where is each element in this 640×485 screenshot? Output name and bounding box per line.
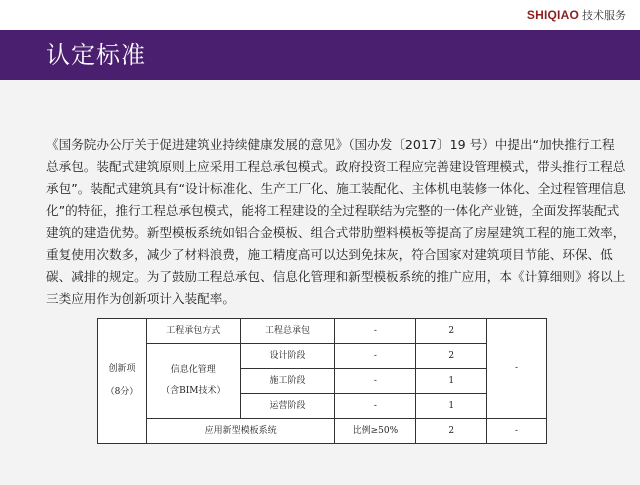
- table-row: [98, 319, 547, 344]
- ratio-cell: -: [335, 319, 416, 344]
- score-cell: 1: [416, 394, 487, 419]
- title-banner: [0, 30, 640, 80]
- score-cell: 2: [416, 419, 487, 444]
- category-score: （8分）: [105, 387, 139, 397]
- item-cell: 应用新型模板系统: [146, 419, 335, 444]
- sub-item-cell: 设计阶段: [240, 344, 335, 369]
- item-cell: 工程承包方式: [146, 319, 240, 344]
- table-row: [98, 344, 547, 369]
- top-bar: [0, 0, 640, 30]
- ratio-cell: -: [335, 394, 416, 419]
- sub-item-cell: 施工阶段: [240, 369, 335, 394]
- criteria-table: [97, 318, 547, 444]
- info-item-line2: （含BIM技术）: [161, 386, 226, 396]
- ratio-cell: -: [335, 344, 416, 369]
- score-cell: 2: [416, 344, 487, 369]
- body-paragraph: 《国务院办公厅关于促进建筑业持续健康发展的意见》（国办发〔2017〕19 号）中提出“加快推行工程总承包。装配式建筑原则上应采用工程总承包模式。政府投资工程应完善建设管理模式，带头推行工程总承包”。装配式建筑具有“设计标准化、生产工厂化、施工装配化、主体机电装修一体化、全过程管理信息化”的特征，推行工程总承包模式，能将工程建设的全过程联结为完整的一体化产业链，全面发挥装配式建筑的建造优势。新型模板系统如铝合金模板、组合式带肋塑料模板等提高了房屋建筑工程的施工效率，重复使用次数多，减少了材料浪费，施工精度高可以达到免抹灰，符合国家对建筑项目节能、环保、低碳、减排的规定。为了鼓励工程总承包、信息化管理和新型模板系统的推广应用，本《计算细则》将以上三类应用作为创新项计入装配率。: [46, 137, 626, 306]
- category-cell: [98, 319, 147, 444]
- ratio-cell: 比例≥50%: [335, 419, 416, 444]
- right-mark-cell: -: [487, 319, 547, 419]
- ratio-cell: -: [335, 369, 416, 394]
- sub-item-cell: 运营阶段: [240, 394, 335, 419]
- table-row: [98, 419, 547, 444]
- category-name: 创新项: [108, 364, 136, 374]
- info-item-cell: [146, 344, 240, 419]
- brand-logo: [527, 7, 626, 24]
- score-cell: 1: [416, 369, 487, 394]
- note-cell: -: [487, 419, 547, 444]
- brand-name-en: SHIQIAO: [526, 8, 579, 22]
- slide-title: 认定标准: [46, 41, 146, 69]
- score-cell: 2: [416, 319, 487, 344]
- brand-name-cn: 技术服务: [582, 9, 626, 22]
- info-item-line1: 信息化管理: [170, 365, 216, 375]
- sub-item-cell: 工程总承包: [240, 319, 335, 344]
